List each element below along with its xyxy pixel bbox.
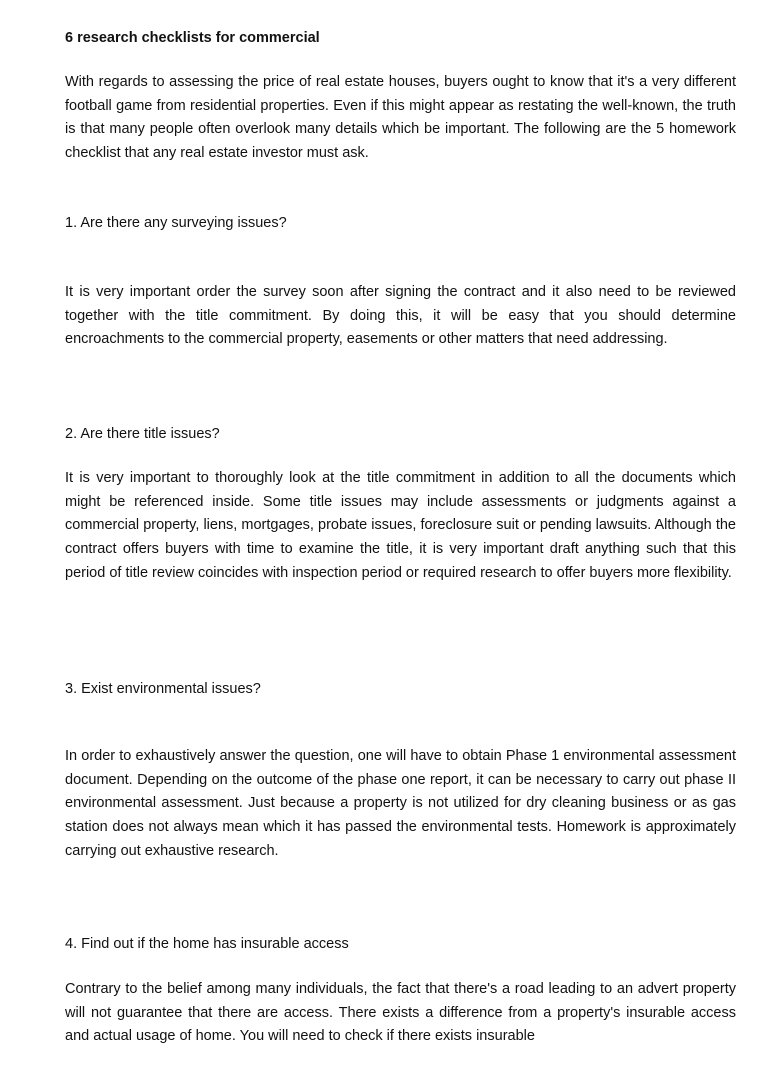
document-title: 6 research checklists for commercial <box>65 30 320 46</box>
intro-paragraph: With regards to assessing the price of real estate houses, buyers ought to know that it's a very different football game from residential properties. Even if this might appear as restating the well-known, the truth is that many people often overlook many details which be important. The following are the 5 homework checklist that any real estate investor must ask. <box>65 74 736 162</box>
section-heading-2: 2. Are there title issues? <box>65 426 220 442</box>
section-body-3: In order to exhaustively answer the question, one will have to obtain Phase 1 environmental assessment document. Depending on the outcome of the phase one report, it can be necessary to carry out phase II environmental assessment. Just because a property is not utilized for dry cleaning business or as gas station does not always mean which it has passed the environmental tests. Homework is approximately carrying out exhaustive research. <box>65 748 736 859</box>
section-heading-1: 1. Are there any surveying issues? <box>65 215 287 231</box>
section-heading-3: 3. Exist environmental issues? <box>65 681 261 697</box>
section-body-4: Contrary to the belief among many individuals, the fact that there's a road leading to an advert property will not guarantee that there are access. There exists a difference from a property's insurable access and actual usage of home. You will need to check if there exists insurable <box>65 981 736 1045</box>
section-body-2: It is very important to thoroughly look at the title commitment in addition to all the documents which might be referenced inside. Some title issues may include assessments or judgments against a commercial property, liens, mortgages, probate issues, foreclosure suit or pending lawsuits. Although the contract offers buyers with time to examine the title, it is very important draft anything such that this period of title review coincides with inspection period or required research to offer buyers more flexibility. <box>65 470 736 581</box>
section-heading-4: 4. Find out if the home has insurable access <box>65 936 349 952</box>
section-body-1: It is very important order the survey soon after signing the contract and it also need to be reviewed together with the title commitment. By doing this, it will be easy that you should determine encroachments to the commercial property, easements or other matters that need addressing. <box>65 284 736 348</box>
